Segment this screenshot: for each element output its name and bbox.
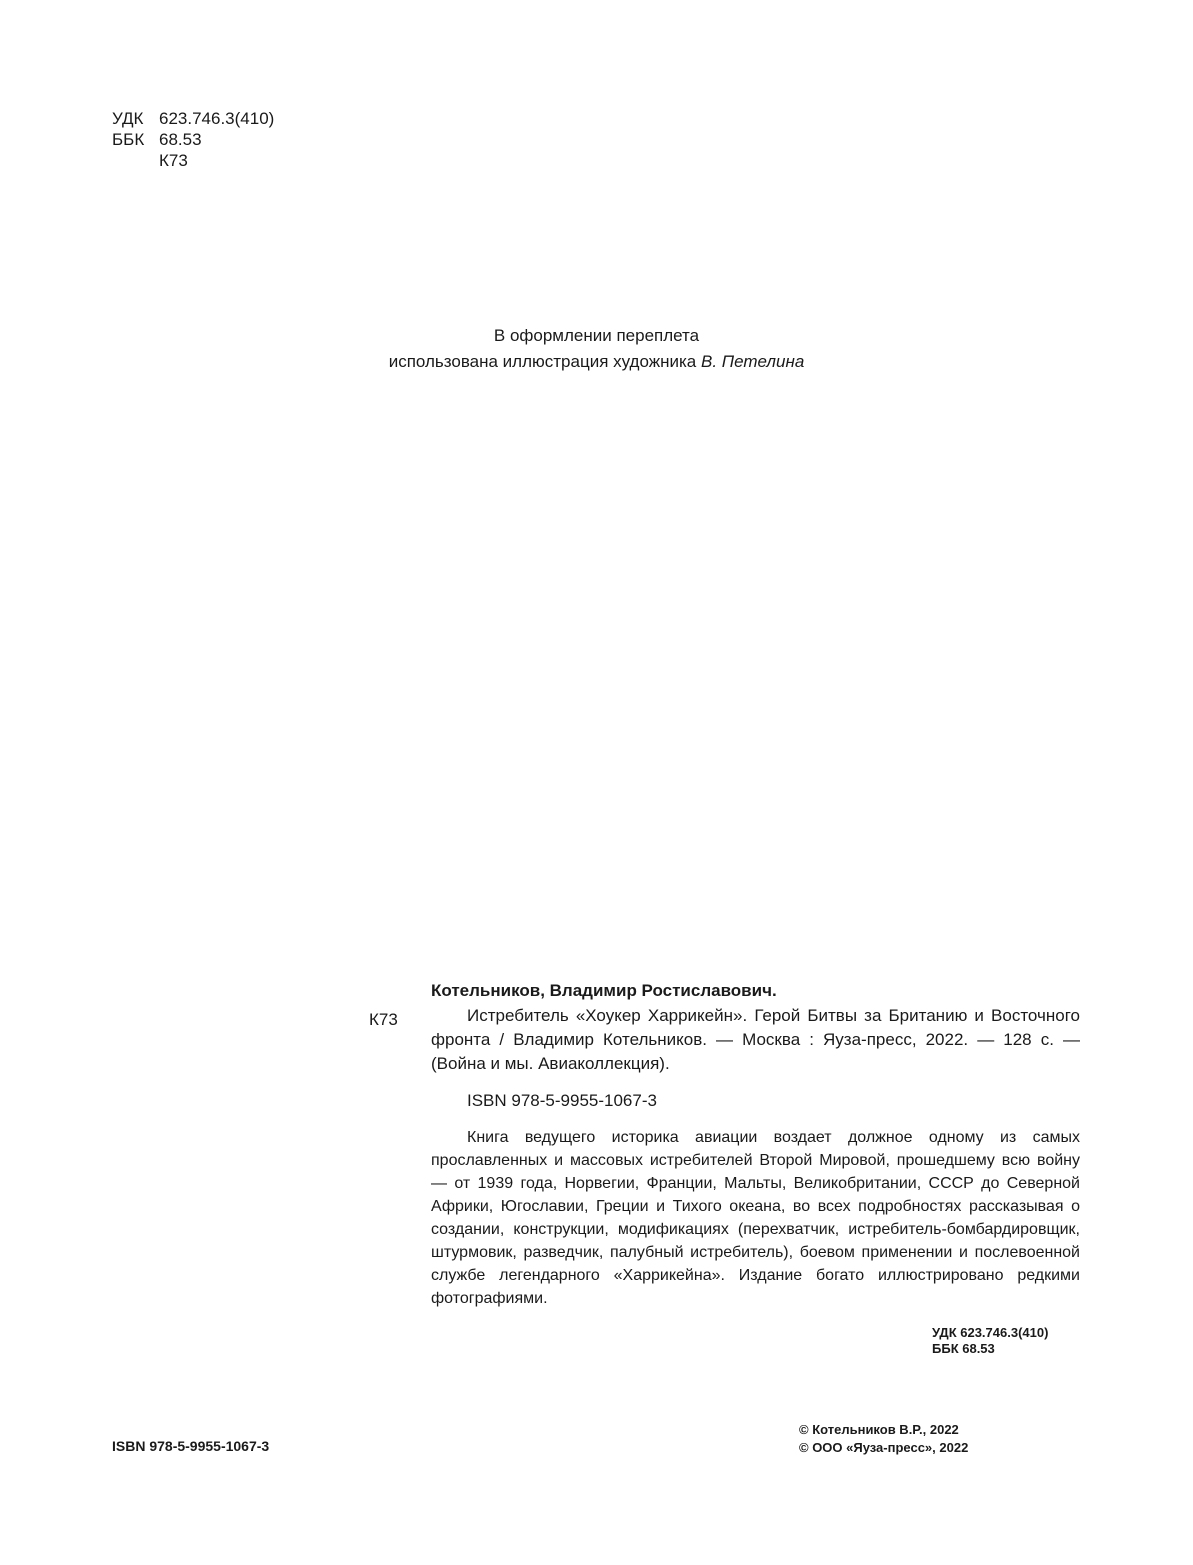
catalog-classification	[932, 1325, 1048, 1357]
catalog-author-code: К73	[369, 1010, 398, 1029]
author-code: К73	[159, 151, 188, 170]
footer-isbn: ISBN 978-5-9955-1067-3	[112, 1438, 270, 1454]
udk-value: 623.746.3(410)	[159, 109, 275, 128]
bbk-row	[112, 129, 274, 150]
author-code-row	[112, 150, 274, 171]
catalog-isbn: ISBN 978-5-9955-1067-3	[467, 1091, 657, 1110]
catalog-author: Котельников, Владимир Ростиславович.	[431, 981, 777, 1000]
cover-credit-prefix: использована иллюстрация художника	[388, 352, 701, 371]
catalog-bbk: ББК 68.53	[932, 1341, 995, 1356]
annotation: Книга ведущего историка авиации воздает должное одному из самых прославленных и массовых истребителей Второй Мировой, прошедшему всю войну — от 1939 года, Норвегии, Франции, Мальты, Великобритании, СССР до Северной Африки, Югославии, Греции и Тихого океана, во всех подробностях рассказывая о создании, конструкции, модификациях (перехватчик, истребитель-бомбардировщик, штурмовик, разведчик, палубный истребитель), боевом применении и послевоенной службе легендарного «Харрикейна». Издание богато иллюстрировано редкими фотографиями.	[431, 1129, 1080, 1307]
copyright-block	[799, 1421, 968, 1457]
cover-credit	[300, 323, 893, 375]
illustrator-name: В. Петелина	[701, 352, 805, 371]
copyright-publisher: © ООО «Яуза-пресс», 2022	[799, 1440, 969, 1455]
udk-label: УДК	[112, 109, 144, 128]
bibliographic-description: Истребитель «Хоукер Харрикейн». Герой Битвы за Британию и Восточного фронта / Владимир Котельников. — Москва : Яуза-пресс, 2022. — 128 с. — (Война и мы. Авиаколлекция).	[431, 1006, 1080, 1073]
copyright-author: © Котельников В.Р., 2022	[799, 1422, 959, 1437]
bbk-label: ББК	[112, 130, 145, 149]
classification-block	[112, 108, 274, 171]
udk-row	[112, 108, 274, 129]
cover-credit-line1: В оформлении переплета	[493, 326, 700, 345]
cover-credit-line2	[300, 349, 893, 375]
bbk-value: 68.53	[159, 130, 202, 149]
catalog-udk: УДК 623.746.3(410)	[932, 1325, 1049, 1340]
